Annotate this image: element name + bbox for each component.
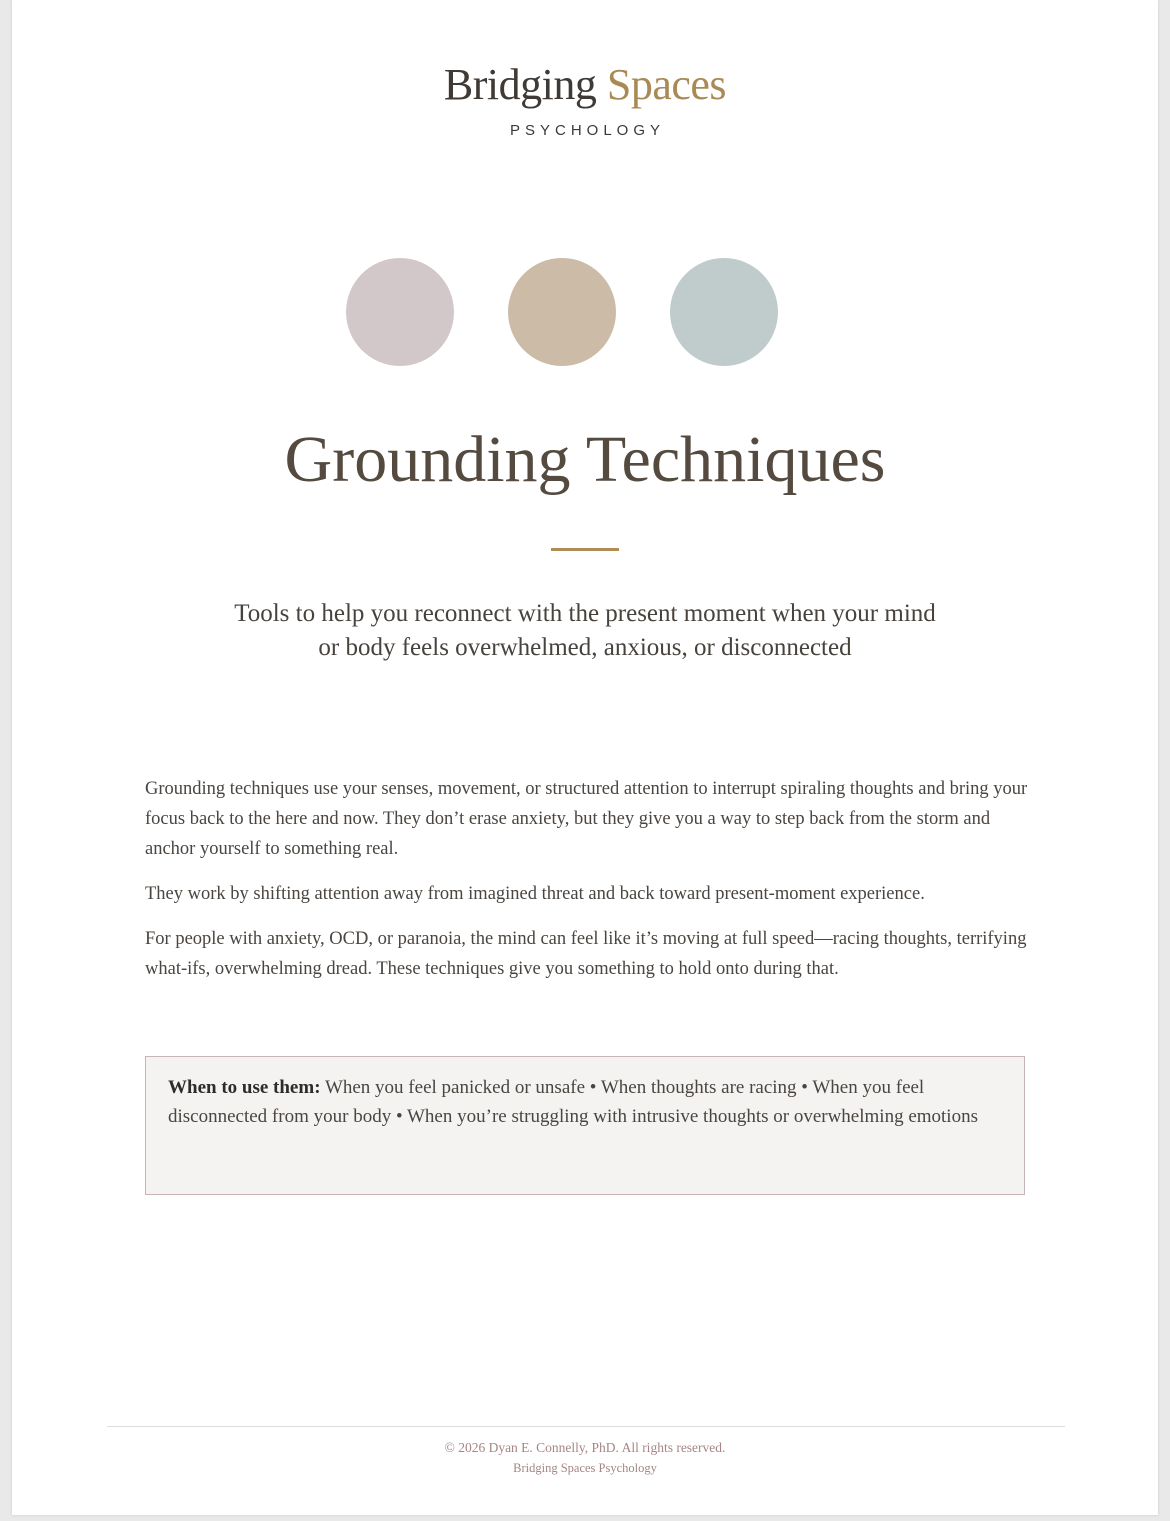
logo-word-bridging: Bridging bbox=[443, 60, 597, 109]
decorative-circle-sage bbox=[670, 258, 778, 366]
logo-word-spaces: Spaces bbox=[606, 60, 727, 109]
body-text bbox=[145, 774, 1035, 999]
callout-text: When you feel panicked or unsafe • When thoughts are racing • When you feel disconnected from your body • When you’re struggling with intrusive thoughts or overwhelming emotions bbox=[168, 1077, 978, 1127]
footer-divider bbox=[107, 1426, 1065, 1427]
callout-label: When to use them: bbox=[168, 1077, 321, 1098]
decorative-circle-tan bbox=[508, 258, 616, 366]
footer-org: Bridging Spaces Psychology bbox=[513, 1461, 657, 1475]
subtitle-line-1: Tools to help you reconnect with the present moment when your mind bbox=[234, 600, 936, 627]
title-divider bbox=[551, 548, 619, 551]
paragraph-mechanism: They work by shifting attention away from imagined threat and back toward present-moment experience. bbox=[145, 884, 925, 904]
paragraph-intro: Grounding techniques use your senses, movement, or structured attention to interrupt spiraling thoughts and bring your focus back to the here and now. They don’t erase anxiety, but they give you a way to step back from the storm and anchor yourself to something real. bbox=[145, 779, 1028, 859]
document-page bbox=[12, 0, 1158, 1515]
logo-wordmark bbox=[12, 58, 1158, 112]
footer-copyright: © 2026 Dyan E. Connelly, PhD. All rights reserved. bbox=[444, 1440, 726, 1455]
subtitle-line-2: or body feels overwhelmed, anxious, or disconnected bbox=[318, 634, 852, 661]
paragraph-who: For people with anxiety, OCD, or paranoia, the mind can feel like it’s moving at full speed—racing thoughts, terrifying what-ifs, overwhelming dread. These techniques give you something to hold onto during that. bbox=[145, 929, 1027, 979]
page-title: Grounding Techniques bbox=[284, 423, 886, 496]
logo-subtitle: PSYCHOLOGY bbox=[509, 122, 666, 139]
logo bbox=[12, 58, 1158, 139]
footer bbox=[12, 1438, 1158, 1478]
decorative-circle-mauve bbox=[346, 258, 454, 366]
when-to-use-callout bbox=[145, 1056, 1025, 1195]
page-subtitle bbox=[185, 597, 985, 665]
